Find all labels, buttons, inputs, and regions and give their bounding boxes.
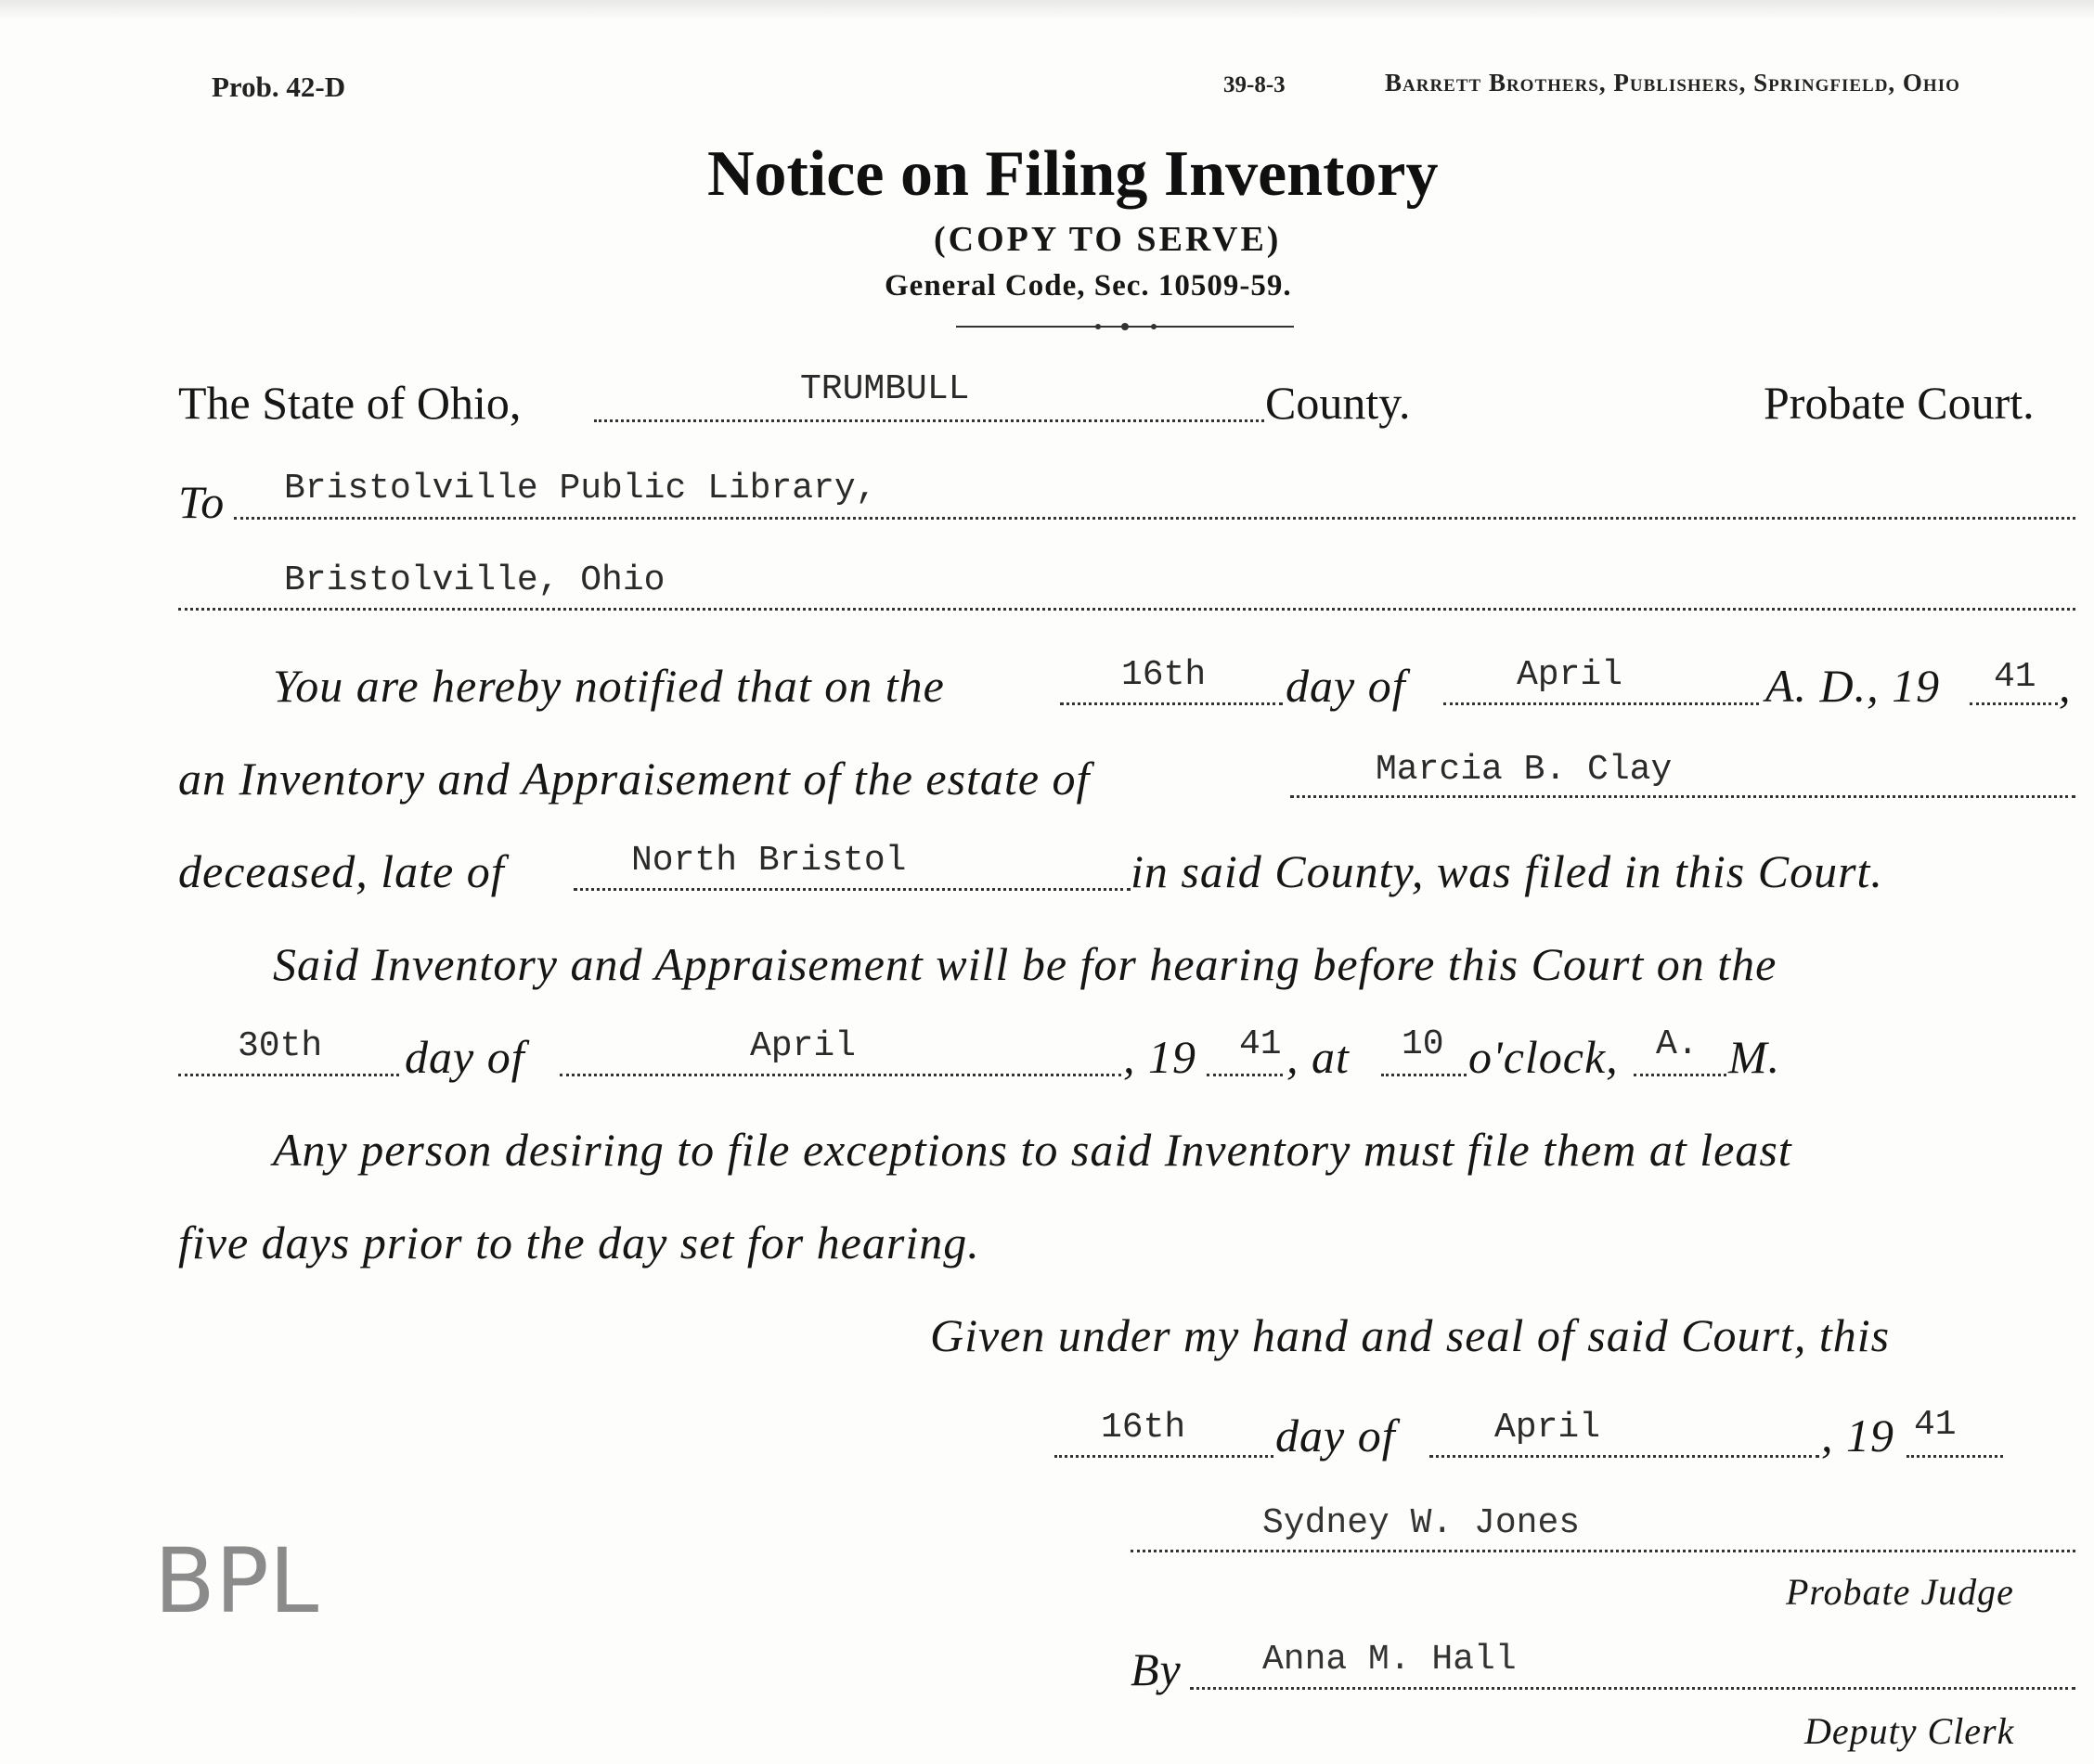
comma: , bbox=[2059, 660, 2072, 712]
filing-month-line bbox=[1443, 702, 1759, 705]
addressee-line-1 bbox=[234, 517, 2075, 520]
library-watermark: BPL bbox=[154, 1529, 319, 1633]
estate-text: an Inventory and Appraisement of the estate of bbox=[178, 753, 1091, 805]
hearing-hour: 10 bbox=[1402, 1024, 1444, 1064]
filing-year-line bbox=[1970, 702, 2058, 705]
attest-year: 41 bbox=[1914, 1405, 1957, 1445]
exceptions-text: Any person desiring to file exceptions to said Inventory must file them at least bbox=[273, 1124, 1792, 1176]
addressee-line-2 bbox=[178, 608, 2075, 611]
filing-month: April bbox=[1517, 655, 1623, 695]
attest-month-line bbox=[1429, 1455, 1819, 1458]
ornament-dot bbox=[1095, 324, 1101, 329]
clerk-title: Deputy Clerk bbox=[1804, 1710, 2015, 1752]
scan-edge bbox=[0, 0, 2094, 20]
judge-signature-line bbox=[1131, 1550, 2075, 1552]
state-label: The State of Ohio, bbox=[178, 377, 522, 429]
exceptions-text-2: five days prior to the day set for hearing. bbox=[178, 1217, 980, 1268]
oclock-text: o'clock, bbox=[1468, 1031, 1619, 1083]
hearing-year-prefix: , 19 bbox=[1123, 1031, 1196, 1083]
attest-year-prefix: , 19 bbox=[1821, 1410, 1894, 1461]
judge-title: Probate Judge bbox=[1786, 1571, 2014, 1613]
document-title: Notice on Filing Inventory bbox=[707, 138, 1439, 210]
filed-text: in said County, was filed in this Court. bbox=[1131, 845, 1883, 897]
deceased-text: deceased, late of bbox=[178, 845, 505, 897]
decedent-name: Marcia B. Clay bbox=[1376, 750, 1673, 790]
form-number: Prob. 42-D bbox=[212, 71, 346, 103]
hour-line bbox=[1381, 1074, 1467, 1076]
ad-year-text: A. D., 19 bbox=[1765, 660, 1941, 712]
filing-day: 16th bbox=[1121, 655, 1207, 695]
county-field-line bbox=[594, 419, 1264, 422]
attest-year-line bbox=[1907, 1455, 2003, 1458]
code-reference: General Code, Sec. 10509-59. bbox=[885, 269, 1292, 303]
meridiem-line bbox=[1634, 1074, 1726, 1076]
county-label: County. bbox=[1265, 377, 1411, 429]
county-value: TRUMBULL bbox=[800, 369, 970, 409]
at-text: , at bbox=[1286, 1031, 1350, 1083]
hearing-month-line bbox=[560, 1074, 1121, 1076]
hearing-year: 41 bbox=[1239, 1024, 1282, 1064]
court-label: Probate Court. bbox=[1764, 377, 2035, 429]
hearing-text: Said Inventory and Appraisement will be for hearing before this Court on the bbox=[273, 938, 1777, 990]
residence-line bbox=[574, 888, 1131, 891]
filing-day-line bbox=[1060, 702, 1283, 705]
ornament-dot bbox=[1121, 323, 1129, 330]
given-text: Given under my hand and seal of said Court, this bbox=[930, 1309, 1891, 1361]
residence: North Bristol bbox=[631, 841, 907, 881]
hearing-day: 30th bbox=[238, 1026, 323, 1066]
attest-day-line bbox=[1054, 1455, 1273, 1458]
hearing-day-line bbox=[178, 1074, 399, 1076]
decedent-line bbox=[1290, 795, 2075, 798]
hearing-month: April bbox=[750, 1026, 857, 1066]
attest-month: April bbox=[1494, 1408, 1601, 1448]
notice-text: You are hereby notified that on the bbox=[273, 660, 945, 712]
clerk-signature: Anna M. Hall bbox=[1262, 1640, 1517, 1680]
code-number: 39-8-3 bbox=[1223, 72, 1286, 97]
ornament-dot bbox=[1151, 324, 1157, 329]
clerk-signature-line bbox=[1190, 1687, 2075, 1690]
attest-day: 16th bbox=[1101, 1408, 1186, 1448]
day-of-text: day of bbox=[1286, 660, 1406, 712]
document-subtitle: (COPY TO SERVE) bbox=[934, 220, 1282, 259]
judge-signature: Sydney W. Jones bbox=[1262, 1503, 1581, 1543]
to-label: To bbox=[178, 476, 226, 528]
filing-year: 41 bbox=[1994, 657, 2036, 697]
by-label: By bbox=[1131, 1643, 1182, 1695]
addressee-address: Bristolville, Ohio bbox=[284, 560, 666, 600]
publisher-line: Barrett Brothers, Publishers, Springfield, Ohio bbox=[1385, 69, 1960, 97]
addressee-name: Bristolville Public Library, bbox=[284, 469, 877, 509]
hearing-year-line bbox=[1207, 1074, 1283, 1076]
hearing-meridiem: A. bbox=[1656, 1024, 1699, 1064]
hearing-day-of: day of bbox=[405, 1031, 525, 1083]
m-text: M. bbox=[1728, 1031, 1781, 1083]
attest-day-of: day of bbox=[1275, 1410, 1396, 1461]
